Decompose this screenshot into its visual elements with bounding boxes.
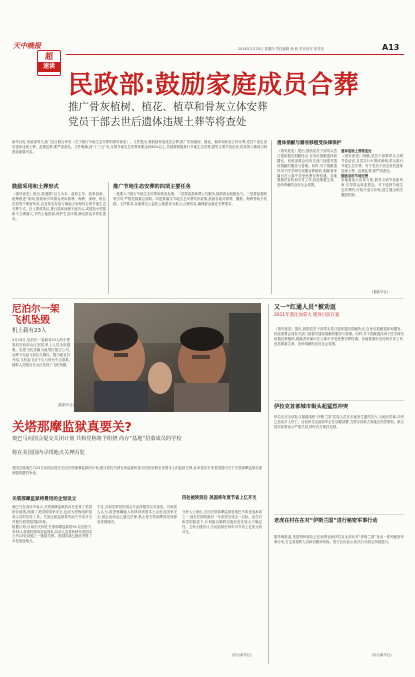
side-story-3-headline: 老虎在村在在对“伊斯兰国”进行秘密军事行动 xyxy=(274,518,378,524)
section-divider xyxy=(274,514,404,515)
side-story-1-paragraph: 《指导意见》提出,鼓励党员干部带头签订遗体器官捐献协议,在身后捐献遗体和器官。民政部要会同有关部门加强对遗体捐献的服务与管理。同时,对于捐献遗体用于医学研究和器官移植的,捐献者家属可在公墓中享受免费安葬待遇。各地要做好宣传和引导工作,营造尊重生命、崇尚奉献的良好社会氛围。 xyxy=(274,327,404,346)
column-rule xyxy=(271,140,272,294)
lead-section-1-text xyxy=(12,192,106,294)
lead-headline: 民政部:鼓励家庭成员合葬 xyxy=(68,70,359,99)
lead-section-4 xyxy=(341,149,403,289)
bottom-text-4: 分析人士指出,关闭关塔那摩监狱是奥巴马的竞选承诺之一,他在任期的最后一年希望完成这一目标。但在共和党的阻挠下,计划能否顺利实施仍存在较大不确定性。五角大楼估计,关闭监狱后每年可节省上亿美元的开支。 xyxy=(182,510,262,534)
side-story-2-body xyxy=(274,415,404,503)
bottom-col-2 xyxy=(97,505,177,655)
bottom-section-heading-2: 四处被转到后 美国将年度节省上亿开支 xyxy=(182,496,257,501)
bottom-text-2: 根据计划,目前仍关押在关塔那摩监狱的91名囚犯中,有35人将被转移到其他国家,其余人员将转移至美国本土约13处设施之一继续关押。美国防部已就此考察了多处备选地点。 xyxy=(12,524,92,544)
lead-section-3-heading: 鼓励采用节地安葬 xyxy=(341,173,369,178)
plane-crash-photo-art xyxy=(74,303,261,412)
lead-section-1-heading: 鼓励采用和土葬形式 xyxy=(12,184,59,190)
bottom-text-1: 奥巴马在讲话中表示,关塔那摩监狱的存在违背了美国的价值观,削弱了美国的国家安全,也成为恐怖组织招募人员的宣传工具。关闭这座监狱将有助于节省开支并提升美国的国际形象。 xyxy=(12,505,92,524)
lead-intro-text: 新华社电 民政部等九部门近日联合印发《关于推行节地生态安葬的指导意见》。文件提出,要鼓励家庭成员合葬,推广骨灰植树、植花、植草和骨灰立体安葬;党员干部去世后遗体违规土葬、乱埋乱葬,要严肃查处。文件明确,到“十三五”末,全国节地生态安葬率要达到40%以上,各地要积极推行节地生态安葬,倡导文明节俭治丧,将其纳入精神文明建设重要内容。 xyxy=(12,140,267,154)
plane-crash-photo xyxy=(74,303,261,412)
bottom-subhead-2: 将在美国国内寻找地点关押囚犯 xyxy=(12,450,85,456)
side-story-1-subhead: 2011年逃往加拿大 埋身目前在案 xyxy=(274,313,340,318)
page-number: A13 xyxy=(382,43,400,52)
lead-section-2-text xyxy=(113,192,267,294)
side-story-1-headline: 又一“红通人员”被劝返 xyxy=(274,304,336,311)
plane-story-text xyxy=(12,338,70,402)
bottom-lead-paragraph: 美国总统奥巴马23日向国会提交关闭关塔那摩监狱的计划,建议将仍关押在该监狱的部分囚犯转移至美国本土的监狱关押,此举再次引发美国国内关于关塔那摩监狱存废问题的激烈争论。 xyxy=(12,466,262,475)
bottom-headline: 关塔那摩监狱真要关? xyxy=(12,419,132,434)
column-rule xyxy=(268,304,269,664)
section-badge xyxy=(37,50,61,76)
masthead-rule xyxy=(66,54,404,55)
lead-section-2-paragraph: 一是要大力推行节地生态安葬和骨灰处理。二是要改善殡葬公共服务,鼓励群众积极参与。三是要加强规划引导,严格控制墓位面积。四是要落实节地生态安葬奖补政策,鼓励各地对树葬、撒散、海葬等给予奖励。文件要求,各地要以公益性公墓建设为重点,合理布局,确保群众就近安葬需求。 xyxy=(113,192,267,206)
side-story-1-body xyxy=(274,327,404,397)
masthead xyxy=(0,0,415,74)
lead-section-2-heading: 推广节地生态安葬的四项主要任务 xyxy=(113,184,191,190)
bottom-source-tag: (综合新华社) xyxy=(232,653,252,657)
section-divider xyxy=(12,298,403,299)
lead-section-1-paragraph: 《指导意见》指出,要遵循“以人为本、政府主导、改革创新、统筹推进”原则,鼓励和引导群众采用树葬、海葬、深埋、格位存放等不保留骨灰,以及骨灰存放与墓地占用相结合的节地生态安葬方式。在土葬改革区,推行遗体深埋不留坟头,或建造小型墓和不立碑墓穴,节约土地资源,保护生态环境,满足群众多样化需求。 xyxy=(12,192,106,221)
lead-section-3-paragraph: 各地要加大宣传力度,倡导文明节俭新风尚,引导群众转变观念。对于选择节地生态安葬的,可给予适当补贴,建立健全相关激励机制。 xyxy=(341,178,403,198)
plane-story-source: (据新华社) xyxy=(57,403,74,407)
section-divider xyxy=(274,400,404,401)
plane-story-subhead: 机上载有23人 xyxy=(12,328,47,334)
date-line: 2016年2月25日 星期四 责任编辑 杨 帆 责任校对 张亮亮 xyxy=(238,47,324,51)
section-badge-top: 超 xyxy=(45,52,53,61)
side-story-3-source: (综合新华社) xyxy=(372,653,392,657)
lead-subhead-1: 推广骨灰植树、植花、植草和骨灰立体安葬 xyxy=(68,101,268,113)
bottom-col-3 xyxy=(182,510,262,650)
lead-subhead-2: 党员干部去世后遗体违规土葬等将查处 xyxy=(68,116,247,128)
side-story-3-paragraph: 据外媒报道,美国特种部队已在叙利亚和伊拉克北部针对“伊斯兰国”发动一系列秘密军事行动,打击其指挥人员和后勤补给线。美方官员表示,相关行动将会持续进行。 xyxy=(274,535,404,544)
right-column-heading: 遗体捐献与器官移植受法律保护 xyxy=(277,141,342,146)
plane-story xyxy=(12,304,74,408)
bottom-col-1 xyxy=(12,505,92,655)
bottom-text-3: 不过,共和党掌控的国会对此持强烈反对意见。共和党人认为,将恐怖嫌疑人转移到美国本土会危及国家安全,国会此前也已通过法律,禁止将关塔那摩囚犯转移至美国境内。 xyxy=(97,505,177,524)
bottom-lead xyxy=(12,466,262,491)
bottom-subhead-1: 奥巴马向国会提交关闭计划 共和党称将予阻挠 尚存“基地”招募成员的学校 xyxy=(12,436,182,442)
section-badge-bottom: 速读 xyxy=(38,62,60,72)
side-story-2-headline: 伊拉克首部城市街头起猛烈冲突 xyxy=(274,404,349,410)
plane-story-headline: 尼泊尔一架飞机坠毁 xyxy=(12,304,60,326)
side-story-2-paragraph: 伊拉克安全部队与极端组织“伊斯兰国”武装人员在多地发生激烈交火,当地官员称,冲突已造成多人伤亡。目前伊拉克政府军正在加紧部署,力图夺回被占领地区的控制权。联合国对局势表示严重关切,呼吁各方保持克制。 xyxy=(274,415,404,429)
right-column-text xyxy=(277,149,337,289)
plane-story-paragraph: 3月24日,尼泊尔一架载有23人的小型客机在西部山区坠毁,机上人员全部遇难。坠毁飞机隶属当地塔拉航空公司,从博卡拉起飞前往久姆拉。据当地官员介绍,飞机起飞后不久与塔台失去联系,搜救人员随后在山区发现了飞机残骸。 xyxy=(12,338,70,367)
paper-logo-text: 天中晚报 xyxy=(13,42,41,50)
lead-section-4-heading: 遗体违规土葬将查处 xyxy=(341,149,372,153)
side-story-3-body xyxy=(274,535,404,645)
right-column-paragraph: 《指导意见》提出,鼓励党员干部带头签订遗体器官捐献协议,在身后捐献遗体和器官。民政部要会同有关部门加强对遗体捐献的服务与管理。同时,对于捐献遗体用于医学研究和器官移植的,捐献者家属可在公墓中享受免费安葬待遇。各地要做好宣传和引导工作,营造尊重生命、崇尚奉献的良好社会氛围。 xyxy=(277,149,337,188)
paper-logo xyxy=(13,33,53,50)
lead-intro xyxy=(12,140,267,174)
lead-source-tag: (据新华社) xyxy=(372,290,389,294)
lead-section-4-paragraph: 《指导意见》明确,党员干部要带头文明节俭治丧,自觉实行火葬或深埋,带头推行节地生态安葬。对于党员干部去世后遗体违规土葬、乱埋乱葬,要严肃查处。 xyxy=(341,153,403,173)
column-rule xyxy=(108,182,109,294)
bottom-section-heading: 关塔那摩监狱将费用的企划设立 xyxy=(12,497,77,502)
